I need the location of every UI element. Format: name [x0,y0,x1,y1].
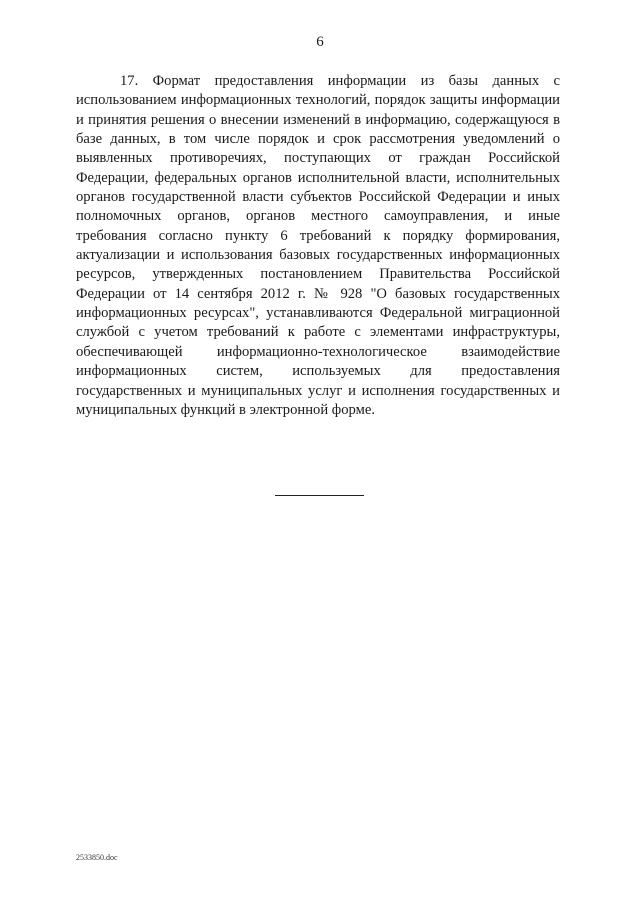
footer-file-name: 2533850.doc [76,853,118,862]
page-number: 6 [316,34,324,50]
end-separator-line [275,495,364,496]
paragraph-17: 17. Формат предоставления информации из базы данных с использованием информационных технологий, порядок защиты информации и принятия решения о внесении изменений в информацию, содержащуюся в базе данных, в том числе порядок и срок рассмотрения уведомлений о выявленных противоречиях, поступающих от граждан Российской Федерации, федеральных органов исполнительной власти, исполнительных органов государственной власти субъектов Российской Федерации и иных полномочных органов, органов местного самоуправления, и иные требования согласно пункту 6 требований к порядку формирования, актуализации и использования базовых государственных информационных ресурсов, утвержденных постановлением Правительства Российской Федерации от 14 сентября 2012 г. № 928 "О базовых государственных информационных ресурсах", устанавливаются Федеральной миграционной службой с учетом требований к работе с элементами инфраструктуры, обеспечивающей информационно-технологическое взаимодействие информационных систем, используемых для предоставления государственных и муниципальных услуг и исполнения государственных и муниципальных функций в электронной форме. [76,73,560,418]
